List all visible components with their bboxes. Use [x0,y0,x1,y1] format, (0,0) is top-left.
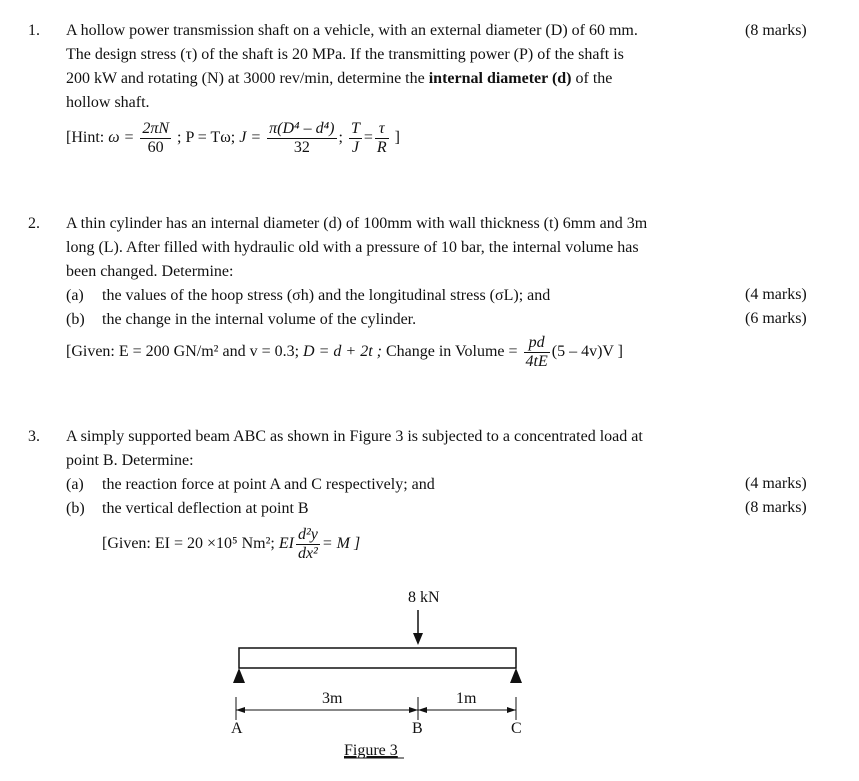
q2-part-a-label: (a) [66,287,84,304]
q1-line-3-bold: internal diameter (d) [428,70,572,87]
q2-part-a-text: the values of the hoop stress (σh) and the longitudinal stress (σL); and [102,287,551,304]
q1-marks: (8 marks) [745,22,807,39]
point-c-label: C [511,720,522,737]
q2-part-a-marks: (4 marks) [745,286,807,303]
dim-arrow-a [236,707,245,713]
q1-hint-j: J = [239,129,262,147]
q3-given-fraction: $\frac{\text{d²y}}{\text{dx²}}$ [297,526,318,562]
q2-part-b-text: the change in the internal volume of the cylinder. [102,311,417,328]
q1-line-4: hollow shaft. [66,94,150,111]
q2-given-prefix: [Given: E = 200 GN/m² and v = 0.3; [66,343,300,361]
q1-hint-tau-fraction: $\frac{\tau}{R}$ [376,120,387,156]
beam [239,648,516,668]
support-c [510,668,522,683]
q3-part-a-text: the reaction force at point A and C respectively; and [102,476,435,493]
q1-hint-suffix: ] [394,129,400,147]
q3-part-a-label: (a) [66,476,84,493]
dim-arrow-b-left [409,707,418,713]
load-label: 8 kN [408,589,440,606]
q2-given-fraction: $\frac{pd}{4tE}$ [525,334,548,370]
q1-line-3-tail: of the [575,70,613,87]
q2-part-b-label: (b) [66,311,85,328]
q3-line-1: A simply supported beam ABC as shown in Figure 3 is subjected to a concentrated load at [66,428,643,445]
span-ab-label: 3m [322,690,343,707]
q1-number: 1. [28,22,40,39]
q2-given-volume-label: Change in Volume = [385,343,518,361]
q1-line-3-text: 200 kW and rotating (N) at 3000 rev/min, determine the [66,70,425,87]
figure-caption: Figure 3 [344,742,398,759]
q1-hint: [Hint: ω = $\frac{2\pi N}{60}$ ; P = Tω; J = $\frac{\text{π(D⁴ – d⁴)}}{32}$ ; $\frac{T}{J}$ = $\frac{\tau}{R}$ ] [66,120,400,156]
q2-number: 2. [28,215,40,232]
q3-part-a-marks: (4 marks) [745,475,807,492]
q1-hint-j-fraction: $\frac{\text{π(D⁴ – d⁴)}}{32}$ [269,120,335,156]
q2-given-d: D = d + 2t ; [303,343,382,361]
q3-line-2: point B. Determine: [66,452,194,469]
q3-part-b-text: the vertical deflection at point B [102,500,309,517]
q3-part-b-label: (b) [66,500,85,517]
q1-hint-prefix: [Hint: [66,129,105,147]
q1-line-2: The design stress (τ) of the shaft is 20 MPa. If the transmitting power (P) of the shaft is [66,46,624,63]
q1-line-1: A hollow power transmission shaft on a vehicle, with an external diameter (D) of 60 mm. [66,22,638,39]
load-arrow-head [413,633,423,645]
support-a [233,668,245,683]
q1-hint-omega: ω = [108,129,135,147]
q1-hint-t-fraction: $\frac{T}{J}$ [350,120,360,156]
q2-line-1: A thin cylinder has an internal diameter (d) of 100mm with wall thickness (t) 6mm and 3m [66,215,648,232]
q3-part-b-marks: (8 marks) [745,499,807,516]
q1-hint-omega-fraction: $\frac{2\pi N}{60}$ [142,120,169,156]
q2-given-tail: (5 – 4v)V ] [551,343,623,361]
q3-given-ei: EI [278,535,294,553]
q2-part-b-marks: (6 marks) [745,310,807,327]
q3-number: 3. [28,428,40,445]
point-b-label: B [412,720,423,737]
q3-given-prefix: [Given: EI = 20 ×10⁵ Nm²; [102,535,275,553]
point-a-label: A [231,720,243,737]
q3-given-tail: = M ] [321,535,361,553]
dim-arrow-b-right [418,707,427,713]
dim-arrow-c [507,707,516,713]
span-bc-label: 1m [456,690,477,707]
q2-line-3: been changed. Determine: [66,263,234,280]
q1-hint-power: ; P = Tω; [177,129,236,147]
q2-line-2: long (L). After filled with hydraulic old with a pressure of 10 bar, the internal volume has [66,239,639,256]
